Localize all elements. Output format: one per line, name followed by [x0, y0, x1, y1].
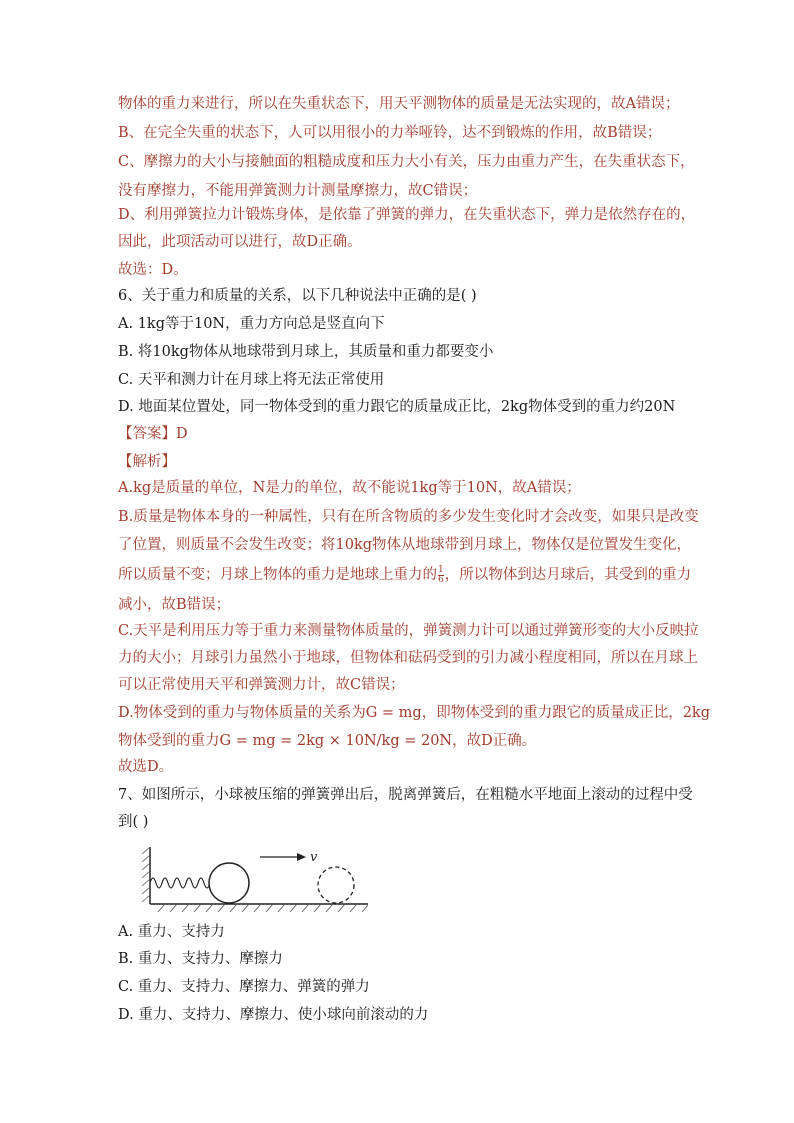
- text-line: B、在完全失重的状态下，人可以用很小的力举哑铃，达不到锻炼的作用，故B错误；: [118, 125, 662, 141]
- text-line: C、摩擦力的大小与接触面的粗糙成度和压力大小有关，压力由重力产生，在失重状态下，: [118, 154, 695, 170]
- wall-hatching: [142, 847, 150, 902]
- analysis-label: 【解析】: [118, 454, 176, 470]
- text-line: 因此，此项活动可以进行，故D正确。: [118, 234, 362, 250]
- fraction-one-sixth: [438, 566, 444, 585]
- question-7-option-b: B. 重力、支持力、摩擦力: [118, 951, 283, 967]
- question-7-option-d: D. 重力、支持力、摩擦力、使小球向前滚动的力: [118, 1007, 429, 1023]
- question-7-option-a: A. 重力、支持力: [118, 924, 225, 940]
- answer-line: [118, 424, 694, 444]
- text-line: D、利用弹簧拉力计锻炼身体，是依靠了弹簧的弹力，在失重状态下，弹力是依然存在的，: [118, 207, 696, 223]
- answer-label: 【答案】: [118, 426, 176, 442]
- question-7-stem-cont: 到( ): [118, 814, 149, 830]
- velocity-arrow-head: [297, 853, 306, 861]
- explanation-text: 所以质量不变；月球上物体的重力是地球上重力的: [118, 567, 437, 583]
- explanation-line: 可以正常使用天平和弹簧测力计，故C错误；: [118, 677, 405, 693]
- fraction-denominator: 6: [438, 574, 444, 585]
- explanation-line: D.物体受到的重力与物体质量的关系为G = mg，即物体受到的重力跟它的质量成正比，2kg: [118, 705, 710, 721]
- explanation-line: A.kg是质量的单位，N是力的单位，故不能说1kg等于10N，故A错误；: [118, 480, 581, 496]
- explanation-text: ，所以物体到达月球后，其受到的重力: [444, 567, 692, 583]
- ball-dashed-position: [318, 867, 354, 903]
- question-6-option-d: D. 地面某位置处，同一物体受到的重力跟它的质量成正比，2kg物体受到的重力约20N: [118, 399, 676, 415]
- spring-ball-diagram: [140, 842, 372, 912]
- text-line: 故选：D。: [118, 262, 188, 278]
- explanation-line: 了位置，则质量不会发生改变；将10kg物体从地球带到月球上，物体仅是位置发生变化，: [118, 537, 692, 553]
- question-7-option-c: C. 重力、支持力、摩擦力、弹簧的弹力: [118, 979, 370, 995]
- text-line: 没有摩擦力，不能用弹簧测力计测量摩擦力，故C错误；: [118, 183, 478, 199]
- explanation-line: B.质量是物体本身的一种属性，只有在所含物质的多少发生变化时才会改变，如果只是改变: [118, 509, 699, 525]
- explanation-line: 物体受到的重力G = mg = 2kg × 10N/kg = 20N，故D正确。: [118, 733, 537, 749]
- velocity-label: v: [310, 850, 318, 865]
- fraction-numerator: 1: [438, 564, 444, 575]
- question-7-stem: 7、如图所示，小球被压缩的弹簧弹出后，脱离弹簧后，在粗糙水平地面上滚动的过程中受: [118, 787, 693, 803]
- explanation-line: 减小，故B错误；: [118, 597, 231, 613]
- answer-value: D: [176, 426, 188, 442]
- ground-hatching: [158, 904, 368, 912]
- question-6-option-c: C. 天平和测力计在月球上将无法正常使用: [118, 372, 385, 388]
- ball: [209, 863, 249, 903]
- explanation-line: C.天平是利用压力等于重力来测量物体质量的，弹簧测力计可以通过弹簧形变的大小反映拉: [118, 623, 699, 639]
- question-6-option-b: B. 将10kg物体从地球带到月球上，其质量和重力都要变小: [118, 344, 494, 360]
- question-6-option-a: A. 1kg等于10N，重力方向总是竖直向下: [118, 316, 385, 332]
- explanation-line: 故选D。: [118, 759, 174, 775]
- explanation-line: 力的大小；月球引力虽然小于地球，但物体和砝码受到的引力减小程度相同，所以在月球上: [118, 650, 698, 666]
- explanation-line: [118, 565, 694, 585]
- text-line: 物体的重力来进行，所以在失重状态下，用天平测物体的质量是无法实现的，故A错误；: [118, 96, 680, 112]
- question-6-stem: 6、关于重力和质量的关系，以下几种说法中正确的是( ): [118, 288, 477, 304]
